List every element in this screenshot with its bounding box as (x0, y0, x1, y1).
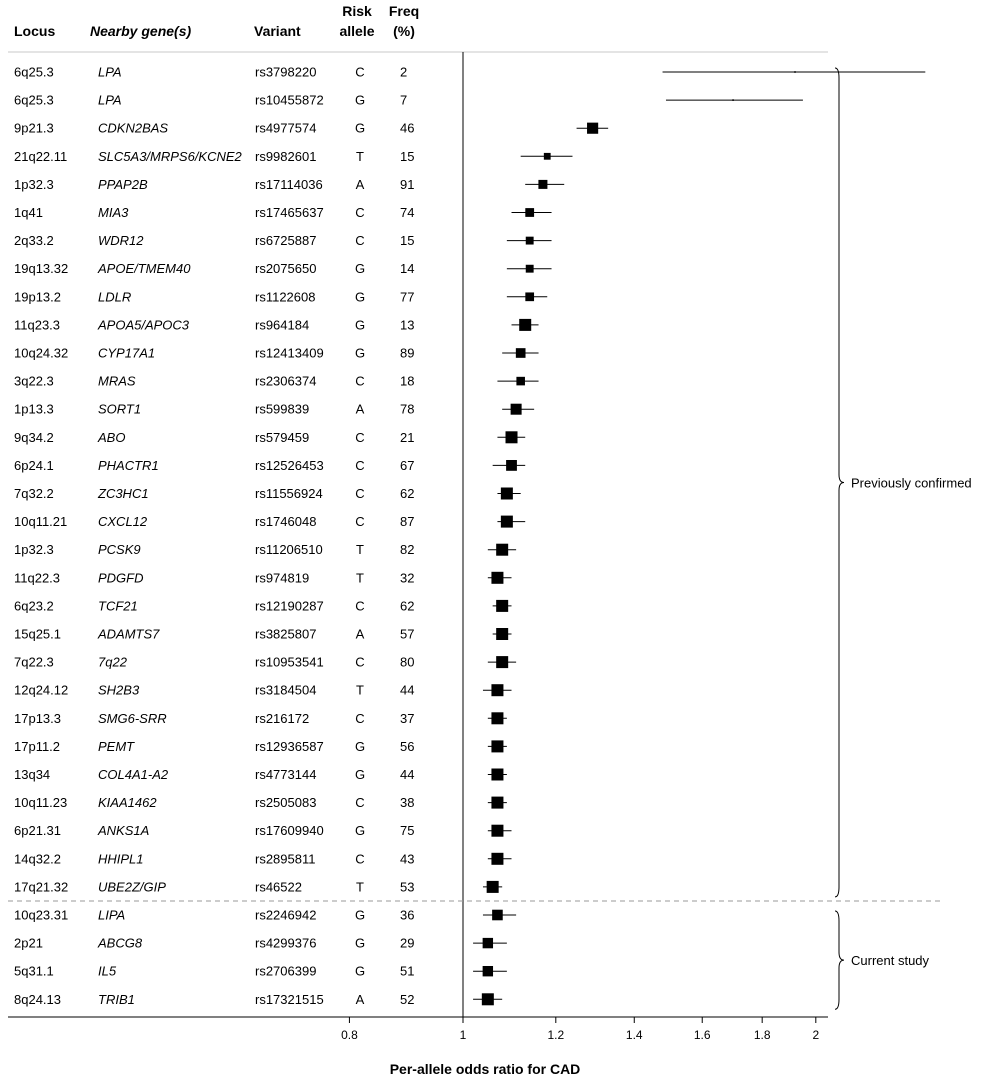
point-estimate (516, 377, 525, 386)
row-freq: 21 (400, 429, 415, 445)
row-freq: 78 (400, 401, 415, 417)
row-variant: rs2246942 (255, 907, 317, 923)
row-gene: MIA3 (98, 205, 129, 220)
group-brace (835, 911, 844, 1009)
table-row (14, 795, 414, 810)
row-risk-allele: G (354, 345, 366, 361)
point-estimate (544, 153, 551, 160)
point-estimate (492, 910, 503, 921)
point-estimate (491, 572, 503, 584)
row-freq: 75 (400, 823, 415, 839)
row-locus: 21q22.11 (14, 148, 68, 164)
row-variant: rs4773144 (255, 767, 317, 782)
table-row (14, 317, 414, 332)
row-gene: LPA (98, 64, 122, 80)
row-risk-allele: C (355, 598, 365, 614)
point-estimate (491, 740, 503, 752)
row-gene: LPA (98, 92, 122, 108)
row-risk-allele: G (354, 92, 366, 108)
x-tick-label: 0.8 (341, 1028, 358, 1042)
row-locus: 17p13.3 (14, 710, 61, 726)
point-estimate (496, 656, 508, 668)
row-locus: 6q25.3 (14, 64, 54, 80)
row-gene: APOE/TMEM40 (98, 261, 191, 277)
row-locus: 14q32.2 (14, 851, 61, 867)
plot-marks (8, 52, 944, 1017)
row-variant: rs10953541 (255, 654, 324, 670)
row-freq: 77 (400, 289, 415, 305)
row-risk-allele: T (356, 570, 364, 586)
row-variant: rs964184 (255, 317, 310, 333)
row-freq: 44 (400, 682, 415, 698)
row-freq: 44 (400, 767, 415, 782)
row-gene: PPAP2B (98, 176, 148, 192)
group-brace (835, 68, 844, 897)
row-locus: 17p11.2 (14, 738, 61, 754)
row-locus: 1p32.3 (14, 176, 54, 192)
table-row (14, 430, 414, 445)
header-freq-unit: (%) (393, 23, 415, 39)
row-gene: SH2B3 (98, 682, 140, 698)
header-freq: Freq (388, 3, 420, 19)
row-locus: 1q41 (14, 205, 43, 220)
row-risk-allele: G (354, 317, 366, 333)
row-variant: rs599839 (255, 401, 310, 417)
row-freq: 18 (400, 373, 415, 389)
table-row (14, 823, 414, 838)
row-variant: rs17465637 (255, 205, 324, 220)
row-risk-allele: G (354, 907, 366, 923)
table-row (14, 514, 414, 529)
row-freq: 15 (400, 148, 415, 164)
point-estimate (483, 966, 493, 976)
point-estimate (526, 265, 534, 273)
row-gene: CDKN2BAS (98, 120, 169, 136)
row-variant: rs2505083 (255, 795, 317, 811)
row-gene: IL5 (98, 963, 117, 979)
table-row (14, 851, 414, 866)
table-row (14, 767, 414, 782)
table-row (14, 683, 414, 698)
row-freq: 15 (400, 233, 415, 249)
row-locus: 17q21.32 (14, 879, 69, 895)
row-gene: PEMT (98, 738, 135, 754)
table-row (14, 121, 414, 136)
row-variant: rs12190287 (255, 598, 324, 614)
row-locus: 19p13.2 (14, 289, 61, 305)
row-freq: 14 (400, 261, 415, 277)
row-risk-allele: A (355, 176, 365, 192)
point-estimate (491, 712, 503, 724)
point-estimate (491, 825, 503, 837)
row-gene: SMG6-SRR (98, 710, 167, 726)
row-risk-allele: A (355, 401, 365, 417)
row-variant: rs3798220 (255, 64, 317, 80)
row-freq: 7 (400, 92, 408, 108)
row-risk-allele: T (356, 682, 364, 698)
row-risk-allele: A (355, 626, 365, 642)
table-row (14, 205, 414, 220)
row-locus: 7q32.2 (14, 486, 54, 501)
row-freq: 62 (400, 486, 415, 501)
point-estimate (491, 853, 503, 865)
header-variant: Variant (254, 23, 301, 39)
point-estimate (496, 600, 508, 612)
group-label: Current study (851, 953, 930, 969)
row-locus: 10q24.32 (14, 345, 69, 361)
row-locus: 9p21.3 (14, 120, 54, 136)
point-estimate (794, 71, 796, 73)
row-variant: rs12936587 (255, 738, 324, 754)
table-row (14, 570, 414, 585)
point-estimate (587, 123, 598, 134)
row-variant: rs2306374 (255, 373, 317, 389)
row-variant: rs2075650 (255, 261, 317, 277)
row-risk-allele: G (354, 823, 366, 839)
row-freq: 52 (400, 991, 415, 1007)
row-locus: 10q11.21 (14, 514, 68, 530)
table-row (14, 908, 414, 923)
row-locus: 6q25.3 (14, 92, 54, 108)
row-gene: KIAA1462 (98, 795, 157, 811)
row-risk-allele: C (355, 514, 365, 530)
row-gene: 7q22 (98, 654, 127, 670)
row-variant: rs10455872 (255, 92, 324, 108)
point-estimate (496, 544, 508, 556)
row-gene: MRAS (98, 373, 136, 389)
row-risk-allele: G (354, 261, 366, 277)
point-estimate (516, 348, 526, 358)
table-row (14, 402, 414, 417)
x-tick-label: 1.6 (693, 1028, 711, 1042)
row-variant: rs9982601 (255, 148, 317, 164)
row-locus: 9q34.2 (14, 429, 54, 445)
row-locus: 1p13.3 (14, 401, 54, 417)
row-gene: TRIB1 (98, 991, 135, 1007)
row-locus: 3q22.3 (14, 373, 54, 389)
row-freq: 51 (400, 963, 415, 979)
row-locus: 13q34 (14, 767, 51, 782)
row-gene: ABO (98, 429, 126, 445)
header-allele: allele (339, 23, 375, 39)
table-row (14, 346, 414, 361)
row-risk-allele: C (355, 710, 365, 726)
row-variant: rs579459 (255, 429, 310, 445)
row-risk-allele: G (354, 289, 366, 305)
point-estimate (491, 769, 503, 781)
row-risk-allele: C (355, 851, 365, 867)
row-freq: 56 (400, 738, 415, 754)
row-gene: APOA5/APOC3 (98, 317, 190, 333)
row-risk-allele: A (355, 991, 365, 1007)
table-row (14, 177, 414, 192)
row-gene: COL4A1-A2 (98, 767, 169, 782)
point-estimate (487, 881, 499, 893)
point-estimate (496, 628, 508, 640)
row-gene: ADAMTS7 (98, 626, 160, 642)
table-row (14, 289, 414, 304)
row-risk-allele: G (354, 767, 366, 782)
row-variant: rs4299376 (255, 935, 317, 951)
row-locus: 11q22.3 (14, 570, 61, 586)
table-row (14, 879, 414, 894)
table-row (14, 542, 414, 557)
x-tick-label: 1.2 (547, 1028, 565, 1042)
row-freq: 74 (400, 205, 415, 220)
row-risk-allele: C (355, 486, 365, 501)
row-freq: 13 (400, 317, 415, 333)
table-row (14, 598, 414, 613)
row-locus: 10q23.31 (14, 907, 69, 923)
row-freq: 2 (400, 64, 408, 80)
row-risk-allele: G (354, 963, 366, 979)
row-freq: 91 (400, 176, 415, 192)
row-gene: ANKS1A (98, 823, 150, 839)
row-freq: 89 (400, 345, 415, 361)
row-freq: 57 (400, 626, 415, 642)
point-estimate (519, 319, 531, 331)
x-axis-label: Per-allele odds ratio for CAD (389, 1061, 581, 1077)
table-row (14, 711, 414, 726)
row-locus: 5q31.1 (14, 963, 54, 979)
row-locus: 12q24.12 (14, 682, 69, 698)
row-variant: rs6725887 (255, 233, 317, 249)
table-row (14, 992, 414, 1007)
x-tick-label: 1.4 (625, 1028, 643, 1042)
row-variant: rs3825807 (255, 626, 317, 642)
row-locus: 11q23.3 (14, 317, 61, 333)
point-estimate (491, 684, 503, 696)
table-row (14, 936, 414, 951)
header-gene: Nearby gene(s) (90, 23, 192, 39)
table-row (14, 149, 414, 164)
x-tick-label: 1.8 (753, 1028, 771, 1042)
row-locus: 1p32.3 (14, 542, 54, 558)
row-freq: 43 (400, 851, 415, 867)
row-risk-allele: C (355, 429, 365, 445)
row-gene: LDLR (98, 289, 132, 305)
row-gene: PHACTR1 (98, 457, 159, 473)
row-variant: rs17321515 (255, 991, 324, 1007)
point-estimate (483, 938, 493, 948)
x-tick-label: 2 (812, 1028, 820, 1042)
group-label: Previously confirmed (851, 475, 972, 491)
table-row (14, 655, 414, 670)
row-freq: 87 (400, 514, 415, 530)
row-gene: ZC3HC1 (98, 486, 149, 501)
point-estimate (482, 993, 494, 1005)
table-row (14, 374, 414, 389)
row-risk-allele: C (355, 457, 365, 473)
row-freq: 38 (400, 795, 415, 811)
row-locus: 6p24.1 (14, 457, 54, 473)
table-row (14, 458, 414, 473)
point-estimate (525, 292, 534, 301)
row-gene: WDR12 (98, 233, 144, 249)
row-gene: PDGFD (98, 570, 144, 586)
x-axis-ticks (341, 1017, 819, 1042)
row-gene: SORT1 (98, 401, 142, 417)
row-locus: 8q24.13 (14, 991, 61, 1007)
row-variant: rs2895811 (255, 851, 316, 867)
row-gene: LIPA (98, 907, 126, 923)
row-locus: 15q25.1 (14, 626, 61, 642)
table-row (14, 964, 414, 979)
point-estimate (506, 460, 517, 471)
row-risk-allele: T (356, 148, 364, 164)
point-estimate (525, 208, 534, 217)
row-risk-allele: C (355, 233, 365, 249)
row-risk-allele: T (356, 879, 364, 895)
table-row (14, 93, 407, 108)
row-locus: 19q13.32 (14, 261, 69, 277)
row-variant: rs3184504 (255, 682, 317, 698)
row-variant: rs12526453 (255, 457, 324, 473)
row-variant: rs11206510 (255, 542, 323, 558)
row-freq: 67 (400, 457, 415, 473)
point-estimate (501, 488, 513, 500)
row-gene: HHIPL1 (98, 851, 144, 867)
row-freq: 36 (400, 907, 415, 923)
row-freq: 46 (400, 120, 415, 136)
row-variant: rs1746048 (255, 514, 317, 530)
row-freq: 62 (400, 598, 415, 614)
row-risk-allele: C (355, 795, 365, 811)
row-risk-allele: C (355, 64, 365, 80)
point-estimate (491, 797, 503, 809)
group-brackets (835, 68, 972, 1009)
row-locus: 2p21 (14, 935, 43, 951)
x-tick-label: 1 (459, 1028, 467, 1042)
row-variant: rs11556924 (255, 486, 323, 501)
row-variant: rs12413409 (255, 345, 324, 361)
row-variant: rs1122608 (255, 289, 316, 305)
row-freq: 80 (400, 654, 415, 670)
row-freq: 37 (400, 710, 415, 726)
row-gene: SLC5A3/MRPS6/KCNE2 (98, 148, 242, 164)
row-gene: TCF21 (98, 598, 138, 614)
row-variant: rs17114036 (255, 176, 323, 192)
row-variant: rs17609940 (255, 823, 324, 839)
table-row (14, 65, 407, 80)
row-risk-allele: C (355, 654, 365, 670)
row-gene: CYP17A1 (98, 345, 156, 361)
table-row (14, 627, 414, 642)
row-locus: 10q11.23 (14, 795, 68, 811)
row-gene: PCSK9 (98, 542, 141, 558)
table-row (14, 739, 414, 754)
table-row (14, 486, 414, 501)
point-estimate (511, 404, 522, 415)
header-locus: Locus (14, 23, 56, 39)
row-risk-allele: C (355, 205, 365, 220)
row-locus: 2q33.2 (14, 233, 54, 249)
row-risk-allele: G (354, 120, 366, 136)
row-gene: UBE2Z/GIP (98, 879, 166, 895)
row-gene: CXCL12 (98, 514, 148, 530)
row-freq: 32 (400, 570, 415, 586)
row-locus: 6p21.31 (14, 823, 61, 839)
header-risk: Risk (342, 3, 372, 19)
row-variant: rs2706399 (255, 963, 317, 979)
row-variant: rs4977574 (255, 120, 317, 136)
row-variant: rs974819 (255, 570, 310, 586)
point-estimate (506, 431, 518, 443)
row-risk-allele: G (354, 935, 366, 951)
row-locus: 6q23.2 (14, 598, 54, 614)
row-freq: 82 (400, 542, 415, 558)
row-gene: ABCG8 (98, 935, 143, 951)
row-variant: rs46522 (255, 879, 302, 895)
table-rows (14, 65, 414, 1007)
table-row (14, 233, 414, 248)
row-variant: rs216172 (255, 710, 310, 726)
row-risk-allele: C (355, 373, 365, 389)
point-estimate (526, 237, 534, 245)
point-estimate (538, 180, 547, 189)
row-risk-allele: T (356, 542, 364, 558)
point-estimate (501, 516, 513, 528)
row-freq: 53 (400, 879, 415, 895)
row-risk-allele: G (354, 738, 366, 754)
point-estimate (732, 99, 734, 101)
table-row (14, 261, 414, 276)
row-locus: 7q22.3 (14, 654, 54, 670)
row-freq: 29 (400, 935, 415, 951)
